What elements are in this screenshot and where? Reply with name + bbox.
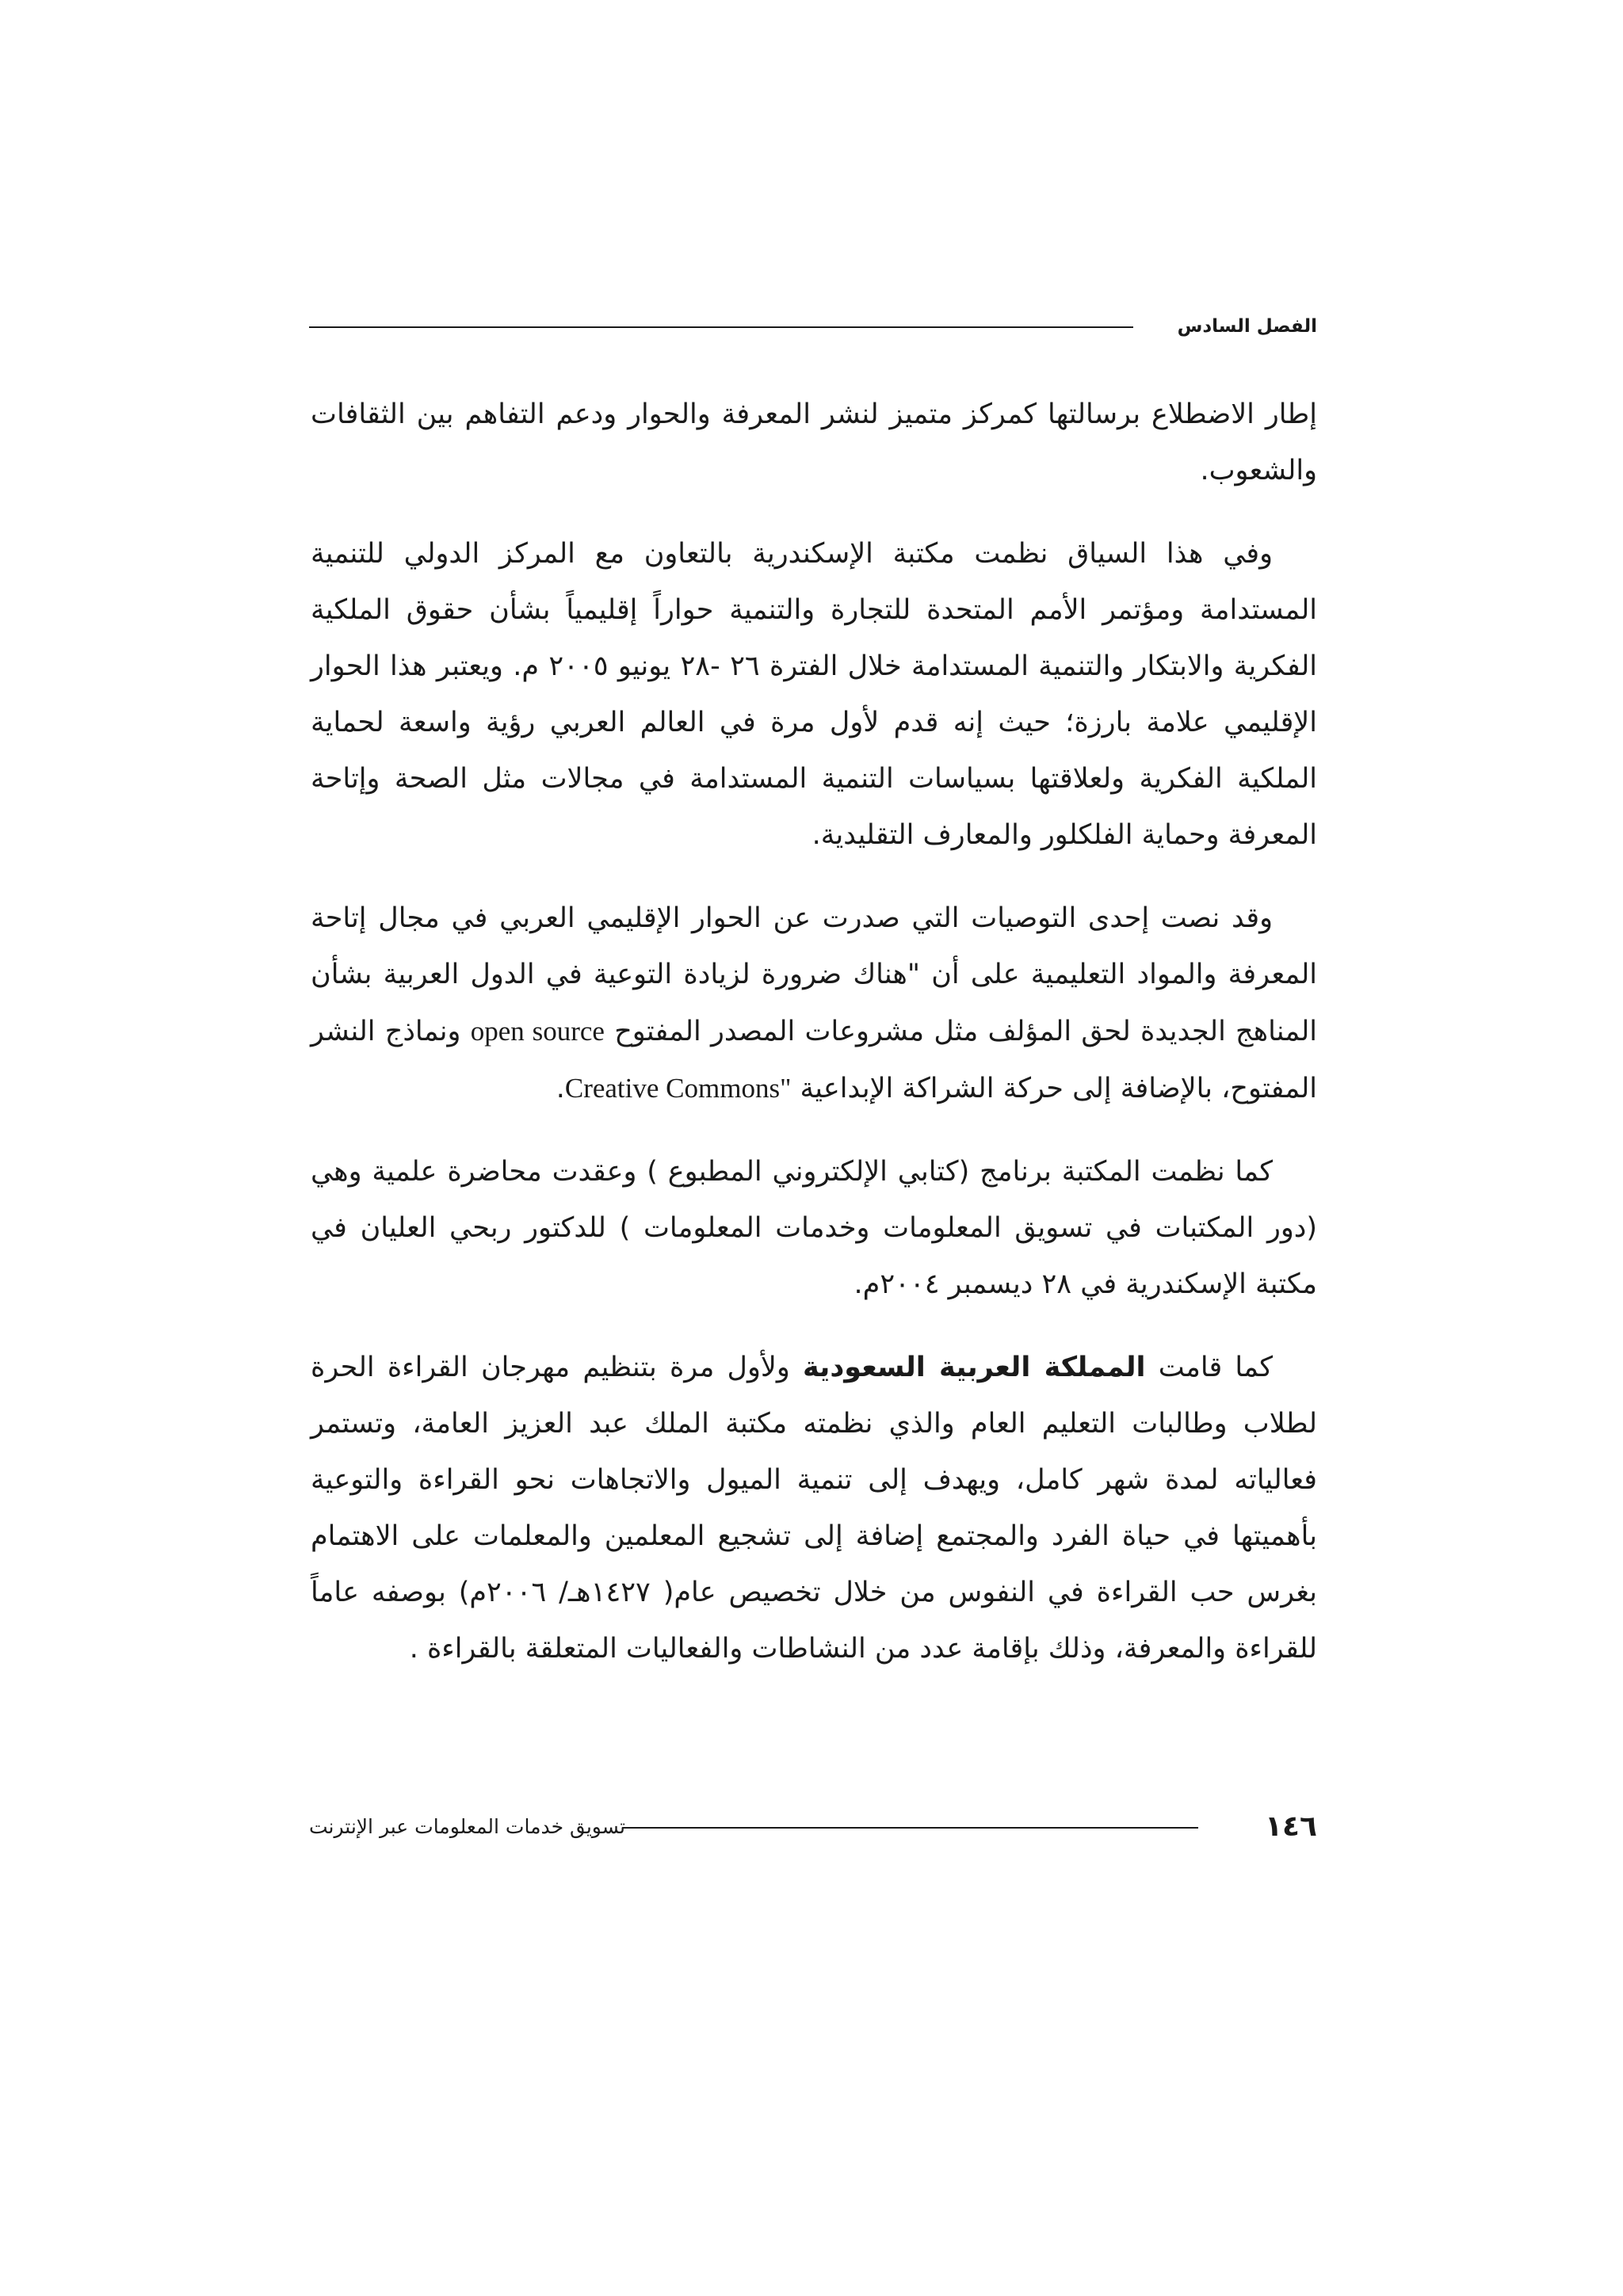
page-footer [309, 1808, 1317, 1846]
paragraph-1: إطار الاضطلاع برسالتها كمركز متميز لنشر المعرفة والحوار ودعم التفاهم بين الثقافات والشعوب. [311, 399, 1317, 486]
page-number: ١٤٦ [1265, 1810, 1317, 1843]
book-title: تسويق خدمات المعلومات عبر الإنترنت [309, 1815, 625, 1838]
paragraph-2: وفي هذا السياق نظمت مكتبة الإسكندرية بالتعاون مع المركز الدولي للتنمية المستدامة ومؤتمر الأمم المتحدة للتجارة والتنمية حواراً إقليمياً بشأن حقوق الملكية الفكرية والابتكار والتنمية المستدامة خلال الفترة ٢٦ -٢٨ يونيو ٢٠٠٥ م. ويعتبر هذا الحوار الإقليمي علامة بارزة؛ حيث إنه قدم لأول مرة في العالم العربي رؤية واسعة لحماية الملكية الفكرية ولعلاقتها بسياسات التنمية المستدامة في مجالات مثل الصحة وإتاحة المعرفة وحماية الفلكلور والمعارف التقليدية. [311, 538, 1317, 851]
paragraph-3-text-a: وقد نصت إحدى التوصيات التي صدرت عن الحوار الإقليمي العربي في مجال إتاحة المعرفة والمواد التعليمية على أن "هناك ضرورة لزيادة التوعية في الدول العربية بشأن المناهج الجديدة لحق المؤلف مثل مشروعات المصدر المفتوح [311, 902, 1317, 1047]
paragraph-3-text-b: ونماذج النشر المفتوح، بالإضافة إلى حركة الشراكة الإبداعية [311, 1016, 1317, 1104]
header-rule [309, 326, 1133, 328]
body-text [311, 387, 1317, 1704]
paragraph-3 [311, 891, 1317, 1117]
paragraph-4: كما نظمت المكتبة برنامج (كتابي الإلكتروني المطبوع ) وعقدت محاضرة علمية وهي (دور المكتبات في تسويق المعلومات وخدمات المعلومات ) للدكتور ربحي العليان في مكتبة الإسكندرية في ٢٨ ديسمبر ٢٠٠٤م. [311, 1156, 1317, 1300]
saudi-arabia-bold: المملكة العربية السعودية [802, 1352, 1146, 1383]
creative-commons-term: Creative Commons" [564, 1073, 792, 1104]
paragraph-5 [311, 1340, 1317, 1677]
open-source-term: open source [470, 1016, 605, 1047]
footer-rule [622, 1827, 1198, 1829]
paragraph-5-text-b: ولأول مرة بتنظيم مهرجان القراءة الحرة لطلاب وطالبات التعليم العام والذي نظمته مكتبة الملك عبد العزيز العامة، وتستمر فعالياته لمدة شهر كامل، ويهدف إلى تنمية الميول والاتجاهات نحو القراءة والتوعية بأهميتها في حياة الفرد والمجتمع إضافة إلى تشجيع المعلمين والمعلمات على الاهتمام بغرس حب القراءة في النفوس من خلال تخصيص عام( ١٤٢٧هـ/ ٢٠٠٦م) بوصفه عاماً للقراءة والمعرفة، وذلك بإقامة عدد من النشاطات والفعاليات المتعلقة بالقراءة . [311, 1352, 1318, 1665]
paragraph-5-text-a: كما قامت [1158, 1352, 1273, 1383]
chapter-title: الفصل السادس [1177, 316, 1317, 337]
paragraph-3-end: . [556, 1073, 565, 1104]
running-header [309, 311, 1317, 342]
